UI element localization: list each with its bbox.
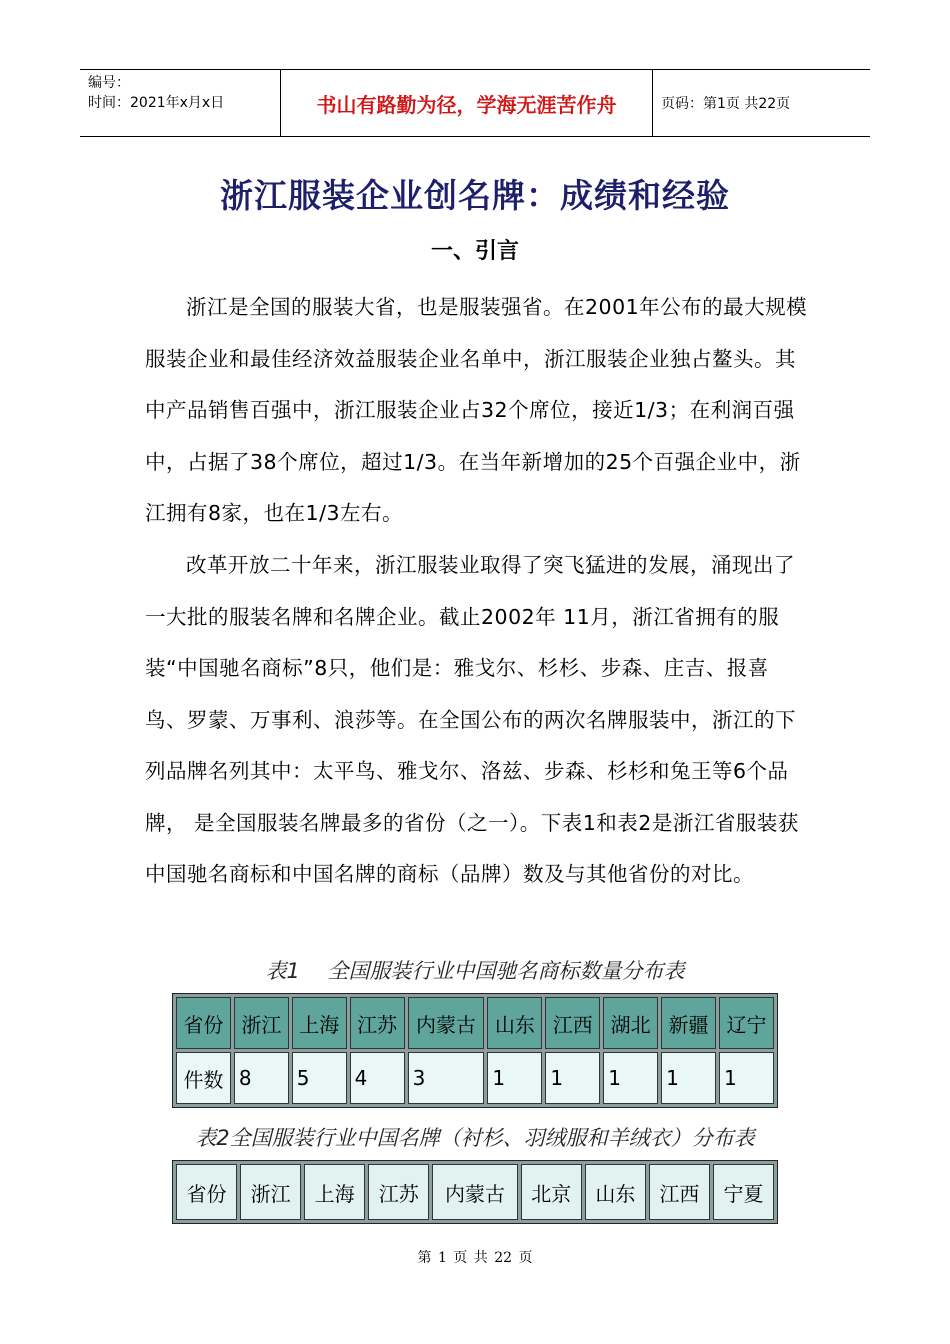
table1-header-cell: 江苏 bbox=[350, 997, 405, 1049]
table1-header-cell: 湖北 bbox=[603, 997, 658, 1049]
table1-header-cell: 新疆 bbox=[661, 997, 716, 1049]
table1-cell: 3 bbox=[408, 1052, 485, 1104]
table1-data-row bbox=[176, 1052, 774, 1104]
header-motto: 书山有路勤为径，学海无涯苦作舟 bbox=[281, 70, 653, 137]
table1-cell: 1 bbox=[545, 1052, 600, 1104]
table1-cell: 1 bbox=[661, 1052, 716, 1104]
table1-header-cell: 省份 bbox=[176, 997, 231, 1049]
table1-caption: 表1 全国服装行业中国驰名商标数量分布表 bbox=[265, 959, 685, 983]
document-title: 浙江服装企业创名牌：成绩和经验 bbox=[220, 176, 730, 215]
table1-header-cell: 江西 bbox=[545, 997, 600, 1049]
table1-cell: 1 bbox=[603, 1052, 658, 1104]
paragraph-1: 浙江是全国的服装大省，也是服装强省。在2001年公布的最大规模服装企业和最佳经济效益服装企业名单中，浙江服装企业独占鳌头。其中产品销售百强中，浙江服装企业占32个席位，接近1/3；在利润百强中，占据了38个席位，超过1/3。在当年新增加的25个百强企业中，浙江拥有8家，也在1/3左右。 bbox=[145, 295, 808, 525]
table1-cell: 8 bbox=[234, 1052, 289, 1104]
table2-header-cell: 内蒙古 bbox=[432, 1164, 517, 1220]
document-header bbox=[80, 69, 870, 137]
table2-header-row bbox=[176, 1164, 774, 1220]
table2-header-cell: 北京 bbox=[521, 1164, 582, 1220]
table2-header-cell: 浙江 bbox=[240, 1164, 301, 1220]
number-label: 编号： bbox=[88, 75, 130, 91]
section-title: 一、引言 bbox=[430, 239, 519, 264]
table1-cell: 4 bbox=[350, 1052, 405, 1104]
table2 bbox=[172, 1160, 778, 1224]
table1 bbox=[172, 993, 778, 1108]
table2-header-cell: 山东 bbox=[585, 1164, 646, 1220]
table2-header-cell: 江西 bbox=[649, 1164, 710, 1220]
table2-header-cell: 宁夏 bbox=[713, 1164, 774, 1220]
table1-header-cell: 辽宁 bbox=[719, 997, 774, 1049]
header-meta bbox=[80, 70, 281, 137]
page-footer: 第 1 页 共 22 页 bbox=[417, 1250, 533, 1266]
table1-header-cell: 山东 bbox=[487, 997, 542, 1049]
table2-header-cell: 上海 bbox=[304, 1164, 365, 1220]
paragraph-2: 改革开放二十年来，浙江服装业取得了突飞猛进的发展，涌现出了一大批的服装名牌和名牌企业。截止2002年 11月，浙江省拥有的服装“中国驰名商标”8只，他们是：雅戈尔、杉杉、步森、庄吉、报喜鸟、罗蒙、万事利、浪莎等。在全国公布的两次名牌服装中，浙江的下列品牌名列其中：太平鸟、雅戈尔、洛兹、步森、杉杉和兔王等6个品牌， 是全国服装名牌最多的省份（之一）。下表1和表2是浙江省服装获中国驰名商标和中国名牌的商标（品牌）数及与其他省份的对比。 bbox=[145, 553, 799, 886]
table1-header-cell: 上海 bbox=[292, 997, 347, 1049]
table2-header-cell: 江苏 bbox=[368, 1164, 429, 1220]
table1-cell: 1 bbox=[487, 1052, 542, 1104]
table2-caption: 表2全国服装行业中国名牌（衬杉、羽绒服和羊绒衣）分布表 bbox=[195, 1126, 755, 1150]
header-page-label: 页码：第1页 共22页 bbox=[653, 70, 871, 137]
table1-cell: 1 bbox=[719, 1052, 774, 1104]
table1-header-cell: 内蒙古 bbox=[408, 997, 485, 1049]
table1-cell: 5 bbox=[292, 1052, 347, 1104]
table1-header-cell: 浙江 bbox=[234, 997, 289, 1049]
table1-header-row bbox=[176, 997, 774, 1049]
table2-header-cell: 省份 bbox=[176, 1164, 237, 1220]
time-label: 时间：2021年x月x日 bbox=[88, 95, 225, 111]
table1-cell: 件数 bbox=[176, 1052, 231, 1104]
